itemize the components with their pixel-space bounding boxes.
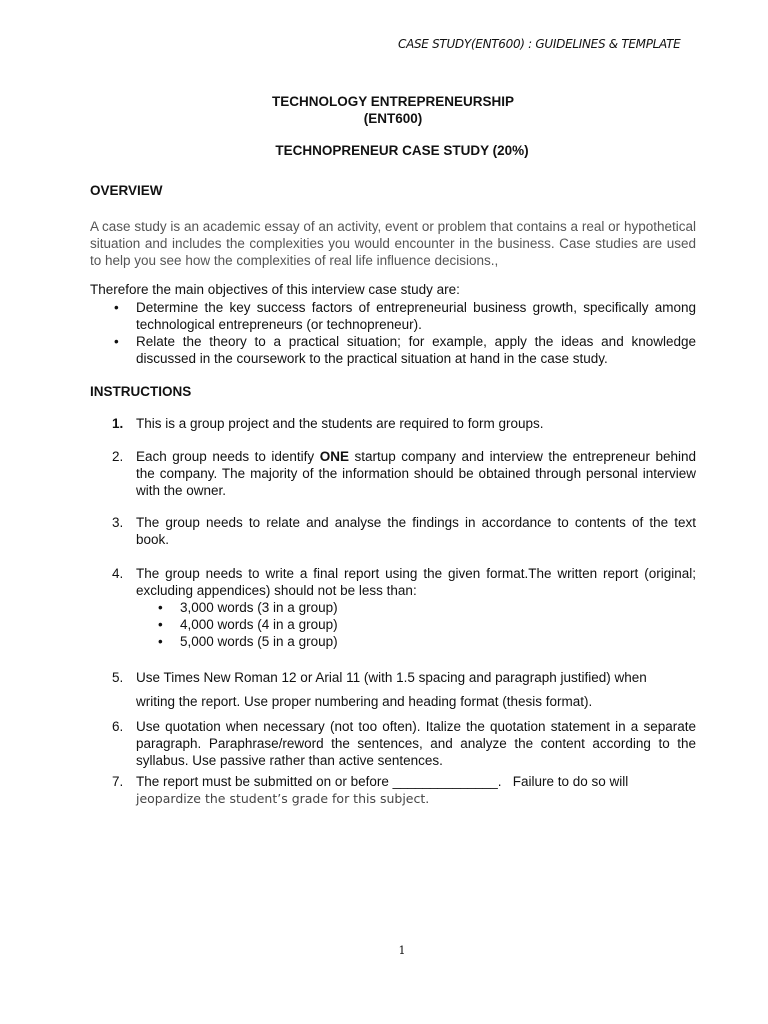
bullet-icon: • (158, 600, 163, 615)
document-title: TECHNOLOGY ENTREPRENEURSHIP (271, 94, 515, 109)
item-number: 4. (112, 566, 124, 581)
item-number: 7. (112, 774, 124, 789)
bullet-icon: • (158, 617, 163, 632)
list-item: 5. Use Times New Roman 12 or Arial 11 (with 1.5 spacing and paragraph justified) when writing the report. Use proper numbering and heading format (thesis format). (112, 670, 647, 709)
word-count-list (90, 599, 696, 650)
course-code: (ENT600) (363, 111, 423, 126)
emphasis: ONE (319, 449, 349, 464)
item-number: 6. (112, 719, 124, 734)
list-item: 6. Use quotation when necessary (not too often). Italize the quotation statement in a separate paragraph. Paraphrase/reword the sentences, and analyze the content according to the syllabus. Use passive rather than active sentences. (112, 719, 696, 768)
running-header: CASE STUDY(ENT600) : GUIDELINES & TEMPLATE (398, 37, 681, 51)
list-item: • Relate the theory to a practical situation; for example, apply the ideas and knowledge discussed in the coursework to the practical situation at hand in the case study. (114, 334, 696, 366)
overview-heading: OVERVIEW (90, 183, 163, 198)
list-item: • 3,000 words (3 in a group) (158, 600, 338, 615)
bullet-icon: • (114, 300, 119, 315)
list-item: 4. The group needs to write a final report using the given format.The written report (original; excluding appendices) should not be less than: • 3,000 words (3 in a group) • 4,000 words (4 in a group) • 5,000 words (5 in a group) (90, 565, 696, 650)
item-number: 2. (112, 449, 124, 464)
objectives-intro: Therefore the main objectives of this interview case study are: (90, 282, 460, 297)
page-number: 1 (398, 944, 406, 957)
list-item: • 4,000 words (4 in a group) (158, 617, 338, 632)
list-item: 2. Each group needs to identify ONE startup company and interview the entrepreneur behind the company. The majority of the information should be obtained through personal interview with the owner. (112, 449, 696, 498)
list-item: 1. This is a group project and the students are required to form groups. (112, 416, 544, 431)
objectives-list (90, 299, 696, 367)
list-item: • 5,000 words (5 in a group) (158, 634, 338, 649)
bullet-icon: • (114, 334, 119, 349)
overview-paragraph: A case study is an academic essay of an activity, event or problem that contains a real or hypothetical situation and includes the complexities you would encounter in the business. Case studies are used to help you see how the complexities of real life influence decisions., (90, 219, 696, 268)
list-item: 3. The group needs to relate and analyse the findings in accordance to contents of the text book. (112, 515, 696, 547)
title-block (0, 93, 768, 127)
bullet-icon: • (158, 634, 163, 649)
document-subtitle: TECHNOPRENEUR CASE STUDY (20%) (275, 143, 529, 158)
list-item: 7. The report must be submitted on or before ______________. Failure to do so will jeopardize the student’s grade for this subject. (112, 774, 629, 806)
item-number: 5. (112, 670, 124, 685)
instructions-heading: INSTRUCTIONS (90, 384, 192, 399)
list-item: • Determine the key success factors of entrepreneurial business growth, specifically among technological entrepreneurs (or technopreneur). (114, 300, 696, 332)
item-number: 3. (112, 515, 124, 530)
item-number: 1. (112, 416, 124, 431)
